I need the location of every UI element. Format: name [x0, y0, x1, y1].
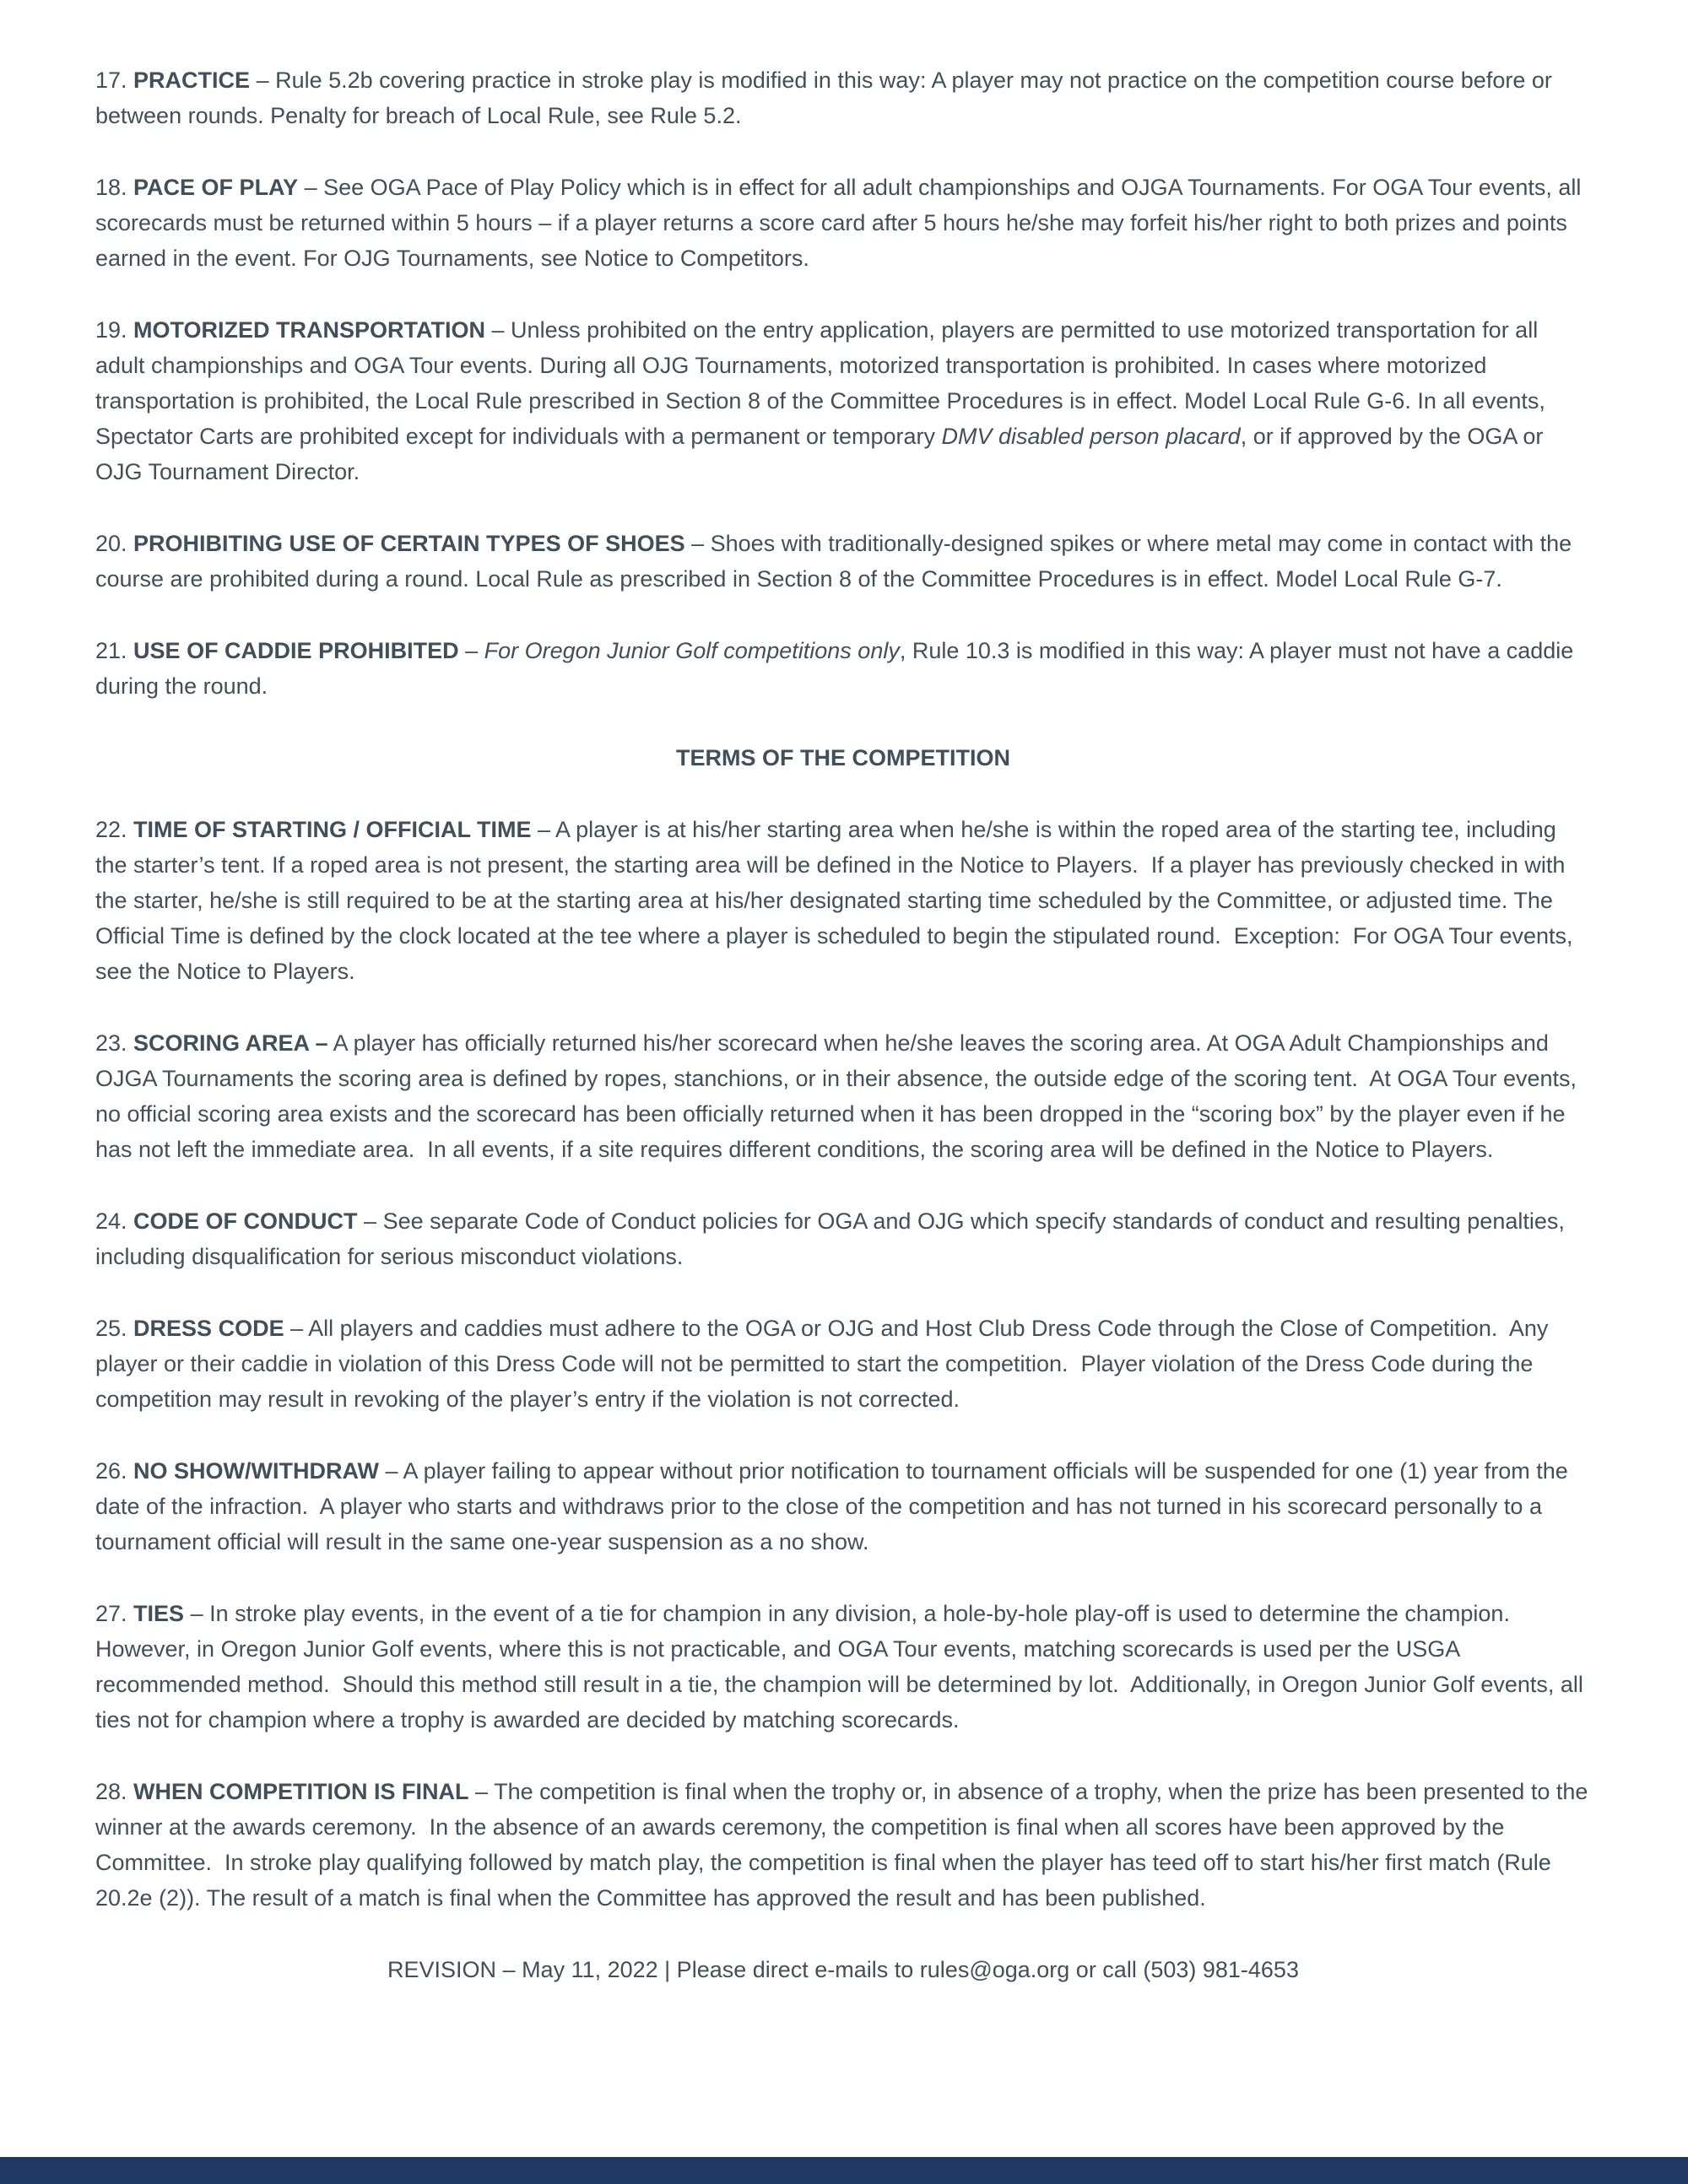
revision-footer: REVISION – May 11, 2022 | Please direct e-mails to rules@oga.org or call (503) 981-4653 [387, 1957, 1299, 1982]
section-title: NO SHOW/WITHDRAW [133, 1458, 380, 1484]
section-25-dress-code [95, 1311, 1591, 1417]
section-title: USE OF CADDIE PROHIBITED [133, 638, 459, 663]
section-body: – A player is at his/her starting area when he/she is within the roped area of the starting tee, including the starter’s tent. If a roped area is not present, the starting area will be defined in the Notice to Players. If a player has previously checked in with the starter, he/she is still required to be at the starting area at his/her designated starting time scheduled by the Committee, or adjusted time. The Official Time is defined by the clock located at the tee where a player is scheduled to begin the stipulated round. Exception: For OGA Tour events, see the Notice to Players. [95, 817, 1580, 984]
section-title: WHEN COMPETITION IS FINAL [133, 1779, 469, 1804]
section-italic: DMV disabled person placard [941, 424, 1241, 449]
section-title: SCORING AREA – [133, 1030, 328, 1056]
section-number: 23. [95, 1030, 134, 1056]
section-23-scoring-area [95, 1025, 1591, 1167]
section-body-cont: , Rule 10.3 is modified in this way: A player must not have a caddie during the round. [95, 638, 1580, 699]
section-number: 22. [95, 817, 134, 842]
section-number: 25. [95, 1316, 134, 1341]
section-20-prohibited-shoes [95, 526, 1591, 597]
section-number: 27. [95, 1601, 134, 1626]
section-body: – Shoes with traditionally-designed spikes or where metal may come in contact with the course are prohibited during a round. Local Rule as prescribed in Section 8 of the Committee Procedures is in effect. Model Local Rule G-7. [95, 531, 1578, 592]
section-body: – Unless prohibited on the entry application, players are permitted to use motorized transportation for all adult championships and OGA Tour events. During all OJG Tournaments, motorized transportation is prohibited. In cases where motorized transportation is prohibited, the Local Rule prescribed in Section 8 of the Committee Procedures is in effect. Model Local Rule G-6. In all events, Spectator Carts are prohibited except for individuals with a permanent or temporary [95, 317, 1552, 449]
section-title: DRESS CODE [133, 1316, 284, 1341]
section-title: TIME OF STARTING / OFFICIAL TIME [133, 817, 532, 842]
section-body: – In stroke play events, in the event of a tie for champion in any division, a hole-by-hole play-off is used to determine the champion. However, in Oregon Junior Golf events, where this is not practicable, and OGA Tour events, matching scorecards is used per the USGA recommended method. Should this method still result in a tie, the champion will be determined by lot. Additionally, in Oregon Junior Golf events, all ties not for champion where a trophy is awarded are decided by matching scorecards. [95, 1601, 1590, 1733]
section-28-when-competition-is-final [95, 1774, 1594, 1916]
section-title: CODE OF CONDUCT [133, 1208, 358, 1234]
section-body-cont: , or if approved by the OGA or OJG Tournament Director. [95, 424, 1550, 484]
section-number: 26. [95, 1458, 134, 1484]
section-18-pace-of-play [95, 170, 1591, 276]
section-body: – See OGA Pace of Play Policy which is in effect for all adult championships and OJGA Tournaments. For OGA Tour events, all scorecards must be returned within 5 hours – if a player returns a score card after 5 hours he/she may forfeit his/her right to both prizes and points earned in the event. For OJG Tournaments, see Notice to Competitors. [95, 175, 1588, 271]
section-number: 18. [95, 175, 134, 200]
section-number: 17. [95, 68, 134, 93]
section-title: PROHIBITING USE OF CERTAIN TYPES OF SHOES [133, 531, 685, 556]
bottom-accent-bar [0, 2157, 1688, 2184]
section-number: 24. [95, 1208, 134, 1234]
section-title: TIES [133, 1601, 185, 1626]
section-title: PRACTICE [133, 68, 251, 93]
section-21-caddie-prohibited [95, 633, 1591, 704]
section-body: – All players and caddies must adhere to the OGA or OJG and Host Club Dress Code through the Close of Competition. Any player or their caddie in violation of this Dress Code will not be permitted to start the competition. Player violation of the Dress Code during the competition may result in revoking of the player’s entry if the violation is not corrected. [95, 1316, 1555, 1412]
section-number: 19. [95, 317, 134, 343]
section-body: – The competition is final when the trophy or, in absence of a trophy, when the prize has been presented to the winner at the awards ceremony. In the absence of an awards ceremony, the competition is final when all scores have been approved by the Committee. In stroke play qualifying followed by match play, the competition is final when the player has teed off to start his/her first match (Rule 20.2e (2)). The result of a match is final when the Committee has approved the result and has been published. [95, 1779, 1594, 1911]
section-number: 21. [95, 638, 134, 663]
section-body: – A player failing to appear without prior notification to tournament officials will be suspended for one (1) year from the date of the infraction. A player who starts and withdraws prior to the close of the competition and has not turned in his scorecard personally to a tournament official will result in the same one-year suspension as a no show. [95, 1458, 1575, 1554]
section-22-time-of-starting [95, 812, 1591, 989]
section-26-no-show-withdraw [95, 1453, 1591, 1560]
section-number: 20. [95, 531, 134, 556]
section-body: – [458, 638, 484, 663]
section-17-practice [95, 62, 1591, 133]
section-19-motorized-transportation [95, 312, 1591, 489]
section-title: PACE OF PLAY [133, 175, 299, 200]
terms-of-competition-heading: TERMS OF THE COMPETITION [676, 745, 1010, 770]
section-body: – Rule 5.2b covering practice in stroke play is modified in this way: A player may not practice on the competition course before or between rounds. Penalty for breach of Local Rule, see Rule 5.2. [95, 68, 1559, 128]
section-body: A player has officially returned his/her scorecard when he/she leaves the scoring area. At OGA Adult Championships and OJGA Tournaments the scoring area is defined by ropes, stanchions, or in their absence, the outside edge of the scoring tent. At OGA Tour events, no official scoring area exists and the scorecard has been officially returned when it has been dropped in the “scoring box” by the player even if he has not left the immediate area. In all events, if a site requires different conditions, the scoring area will be defined in the Notice to Players. [95, 1030, 1583, 1162]
section-title: MOTORIZED TRANSPORTATION [133, 317, 486, 343]
section-27-ties [95, 1596, 1591, 1738]
section-italic: For Oregon Junior Golf competitions only [484, 638, 900, 663]
section-number: 28. [95, 1779, 134, 1804]
section-body: – See separate Code of Conduct policies for OGA and OJG which specify standards of conduct and resulting penalties, including disqualification for serious misconduct violations. [95, 1208, 1572, 1269]
section-24-code-of-conduct [95, 1203, 1591, 1274]
